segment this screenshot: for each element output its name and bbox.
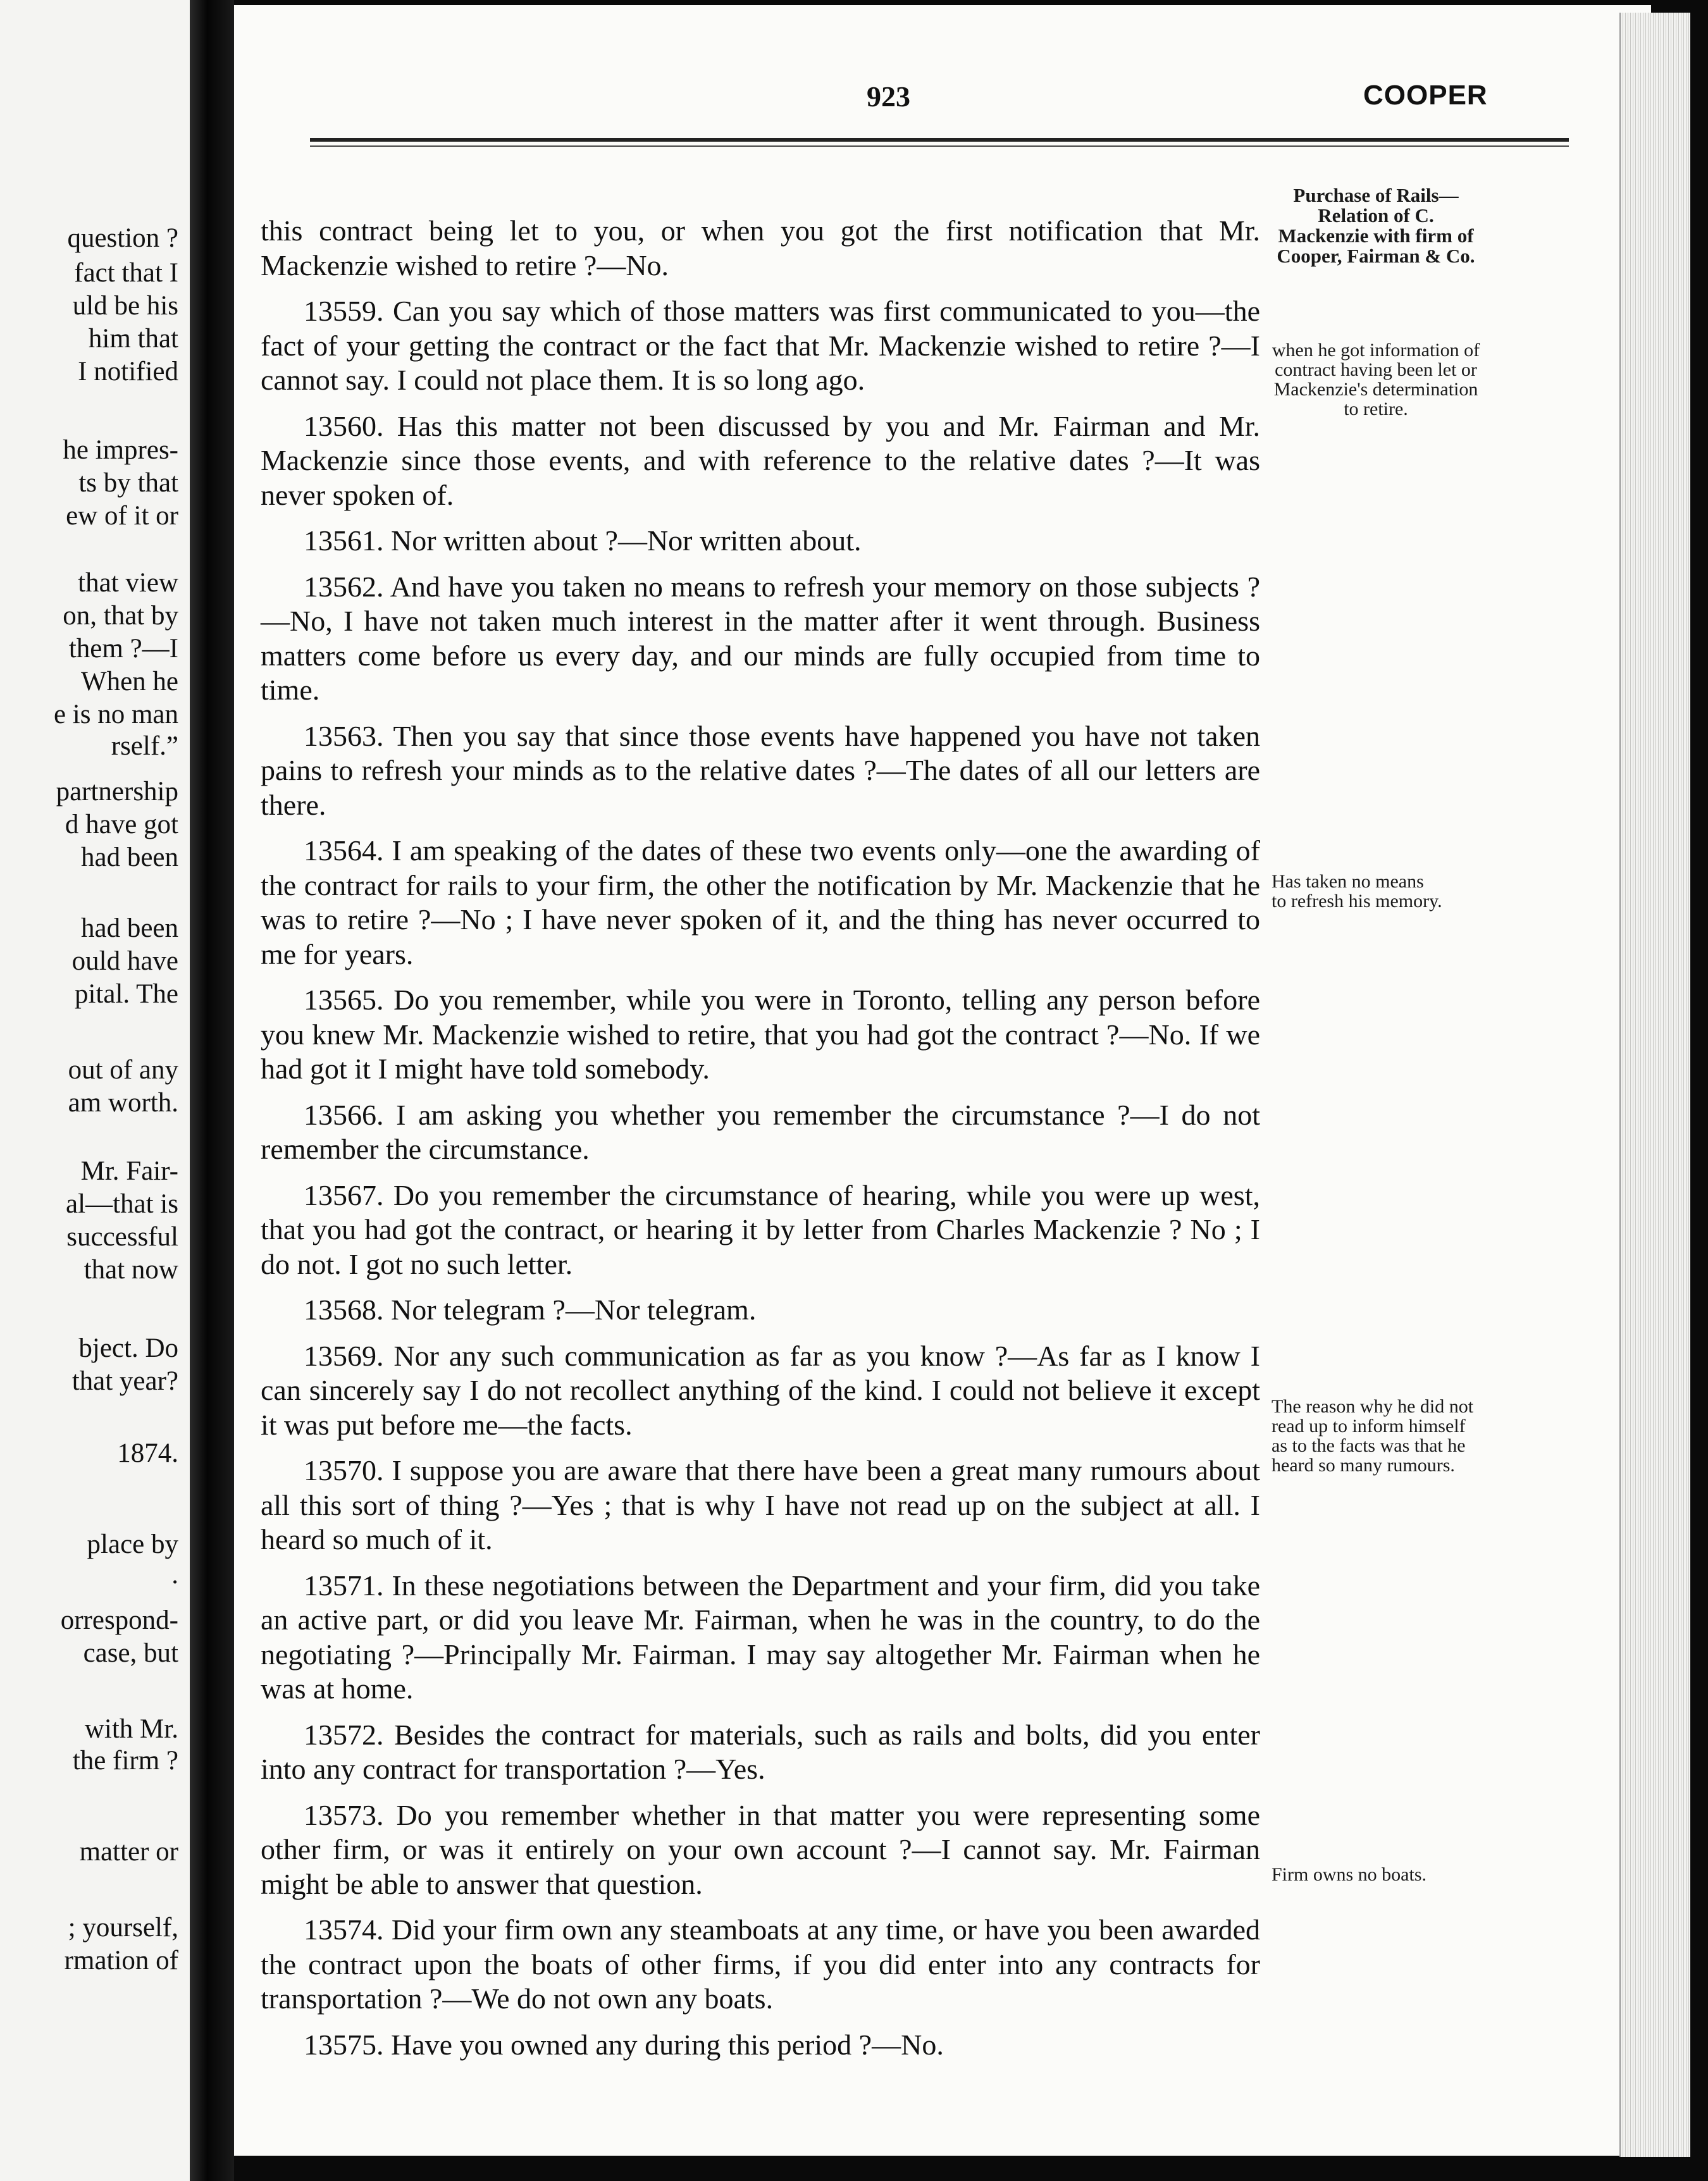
paragraph: 13562. And have you taken no means to refresh your memory on those subjects ?—No, I have not taken much interest in the matter after it went through. Business matters come before us every day, and our minds are fully occupied from time to time.: [261, 570, 1260, 706]
paragraph: 13560. Has this matter not been discussed by you and Mr. Fairman and Mr. Mackenzie since those events, and with reference to the relative dates ?—It was never spoken of.: [261, 409, 1260, 511]
paragraph: 13574. Did your firm own any steamboats at any time, or have you been awarded the contract upon the boats of other firms, if you did enter into any contracts for transportation ?—We do not own any boats.: [261, 1913, 1260, 2015]
left-page-line: question ?: [67, 223, 178, 253]
paragraph: 13561. Nor written about ?—Nor written about.: [304, 524, 862, 557]
paragraph: 13570. I suppose you are aware that there have been a great many rumours about all this sort of thing ?—Yes ; that is why I have not read up on the subject at all. I heard so much of it.: [261, 1454, 1260, 1555]
paragraph: 13569. Nor any such communication as far as you know ?—As far as I know I can sincerely say I do not recollect anything of the kind. I could not believe it except it was put before me—the facts.: [261, 1339, 1260, 1441]
header-rule-thin: [310, 145, 1569, 147]
paragraph: 13563. Then you say that since those events have happened you have not taken pains to refresh your minds as to the relative dates ?—The dates of all our letters are there.: [261, 719, 1260, 821]
page-number: 923: [867, 80, 910, 113]
left-page-line: orrespond-: [60, 1605, 178, 1635]
left-page-line: e is no man: [53, 700, 178, 729]
testimony-body: [261, 214, 1260, 2073]
facing-page-left: [0, 0, 190, 2181]
running-head: COOPER: [1363, 80, 1488, 111]
book-gutter: [190, 0, 234, 2181]
left-page-line: ts by that: [78, 468, 178, 498]
left-page-line: that view: [78, 568, 178, 598]
left-page-line: matter or: [79, 1837, 178, 1867]
left-page-line: that year?: [71, 1366, 178, 1396]
page-header: [234, 80, 1651, 118]
left-page-line: 1874.: [117, 1438, 178, 1468]
paragraph: 13564. I am speaking of the dates of these two events only—one the awarding of the contract for rails to your firm, the other the notification by Mr. Mackenzie that he was to retire ?—No ; I have never spoken of it, and the thing has never occurred to me for years.: [261, 834, 1260, 970]
left-page-line: d have got: [65, 810, 178, 839]
left-page-line: case, but: [83, 1638, 178, 1668]
left-page-line: had been: [80, 843, 178, 872]
paragraph: 13573. Do you remember whether in that matter you were representing some other firm, or was it entirely on your own account ?—I cannot say. Mr. Fairman might be able to answer that question.: [261, 1798, 1260, 1900]
header-rule: [310, 138, 1569, 142]
margin-note: when he got information of contract having been let or Mackenzie's determination to retire.: [1272, 340, 1480, 419]
left-page-line: that now: [84, 1255, 178, 1285]
paragraph: this contract being let to you, or when you got the first notification that Mr. Mackenzie wished to retire ?—No.: [261, 214, 1260, 281]
paragraph: 13565. Do you remember, while you were in Toronto, telling any person before you knew Mr. Mackenzie wished to retire, that you had got the contract ?—No. If we had got it I might have told somebody.: [261, 984, 1260, 1085]
left-page-line: When he: [80, 667, 178, 696]
left-page-line: them ?—I: [68, 634, 178, 664]
paragraph: 13567. Do you remember the circumstance of hearing, while you were up west, that you had got the contract, or hearing it by letter from Charles Mackenzie ? No ; I do not. I got no such letter.: [261, 1178, 1260, 1280]
left-page-line: the firm ?: [72, 1746, 178, 1776]
left-page-line: I notified: [78, 357, 178, 386]
margin-note: Has taken no means to refresh his memory.: [1272, 871, 1442, 911]
left-page-line: uld be his: [72, 291, 178, 321]
page-stack-edges: [1619, 13, 1690, 2157]
left-page-line: successful: [66, 1222, 178, 1252]
paragraph: 13568. Nor telegram ?—Nor telegram.: [304, 1294, 757, 1326]
left-page-line: with Mr.: [84, 1714, 178, 1744]
left-page-line: him that: [88, 324, 178, 354]
paragraph: 13572. Besides the contract for materials, such as rails and bolts, did you enter into any contract for transportation ?—Yes.: [261, 1718, 1260, 1785]
left-page-line: ; yourself,: [68, 1913, 178, 1943]
left-page-line: bject. Do: [78, 1333, 178, 1363]
left-page-line: had been: [80, 913, 178, 943]
left-page-line: ew of it or: [66, 501, 178, 531]
paragraph: 13566. I am asking you whether you remember the circumstance ?—I do not remember the circumstance.: [261, 1098, 1260, 1165]
left-page-line: rmation of: [64, 1946, 178, 1975]
paragraph: 13575. Have you owned any during this period ?—No.: [304, 2028, 944, 2061]
left-page-line: al—that is: [66, 1189, 178, 1219]
left-page-line: am worth.: [68, 1088, 178, 1118]
left-page-line: partnership: [56, 777, 178, 806]
margin-note: The reason why he did not read up to inform himself as to the facts was that he heard so many rumours.: [1272, 1396, 1474, 1476]
left-page-line: pital. The: [74, 979, 178, 1009]
main-page: [234, 5, 1651, 2156]
left-page-line: he impres-: [63, 435, 178, 465]
left-page-line: Mr. Fair-: [80, 1156, 178, 1186]
left-page-line: fact that I: [74, 258, 178, 288]
left-page-line: on, that by: [63, 601, 178, 631]
left-page-line: rself.”: [111, 731, 178, 761]
margin-note: Firm owns no boats.: [1272, 1864, 1427, 1885]
left-page-line: ould have: [71, 946, 178, 976]
left-page-line: place by: [87, 1529, 178, 1559]
left-page-line: out of any: [68, 1055, 178, 1085]
paragraph: 13559. Can you say which of those matters was first communicated to you—the fact of your getting the contract or the fact that Mr. Mackenzie wished to retire ?—I cannot say. I could not place them. It is so long ago.: [261, 295, 1260, 396]
paragraph: 13571. In these negotiations between the Department and your firm, did you take an active part, or did you leave Mr. Fairman, when he was in the country, to do the negotiating ?—Principally Mr. Fairman. I may say altogether Mr. Fairman when he was at home.: [261, 1569, 1260, 1705]
margin-heading: Purchase of Rails— Relation of C. Mackenzie with firm of Cooper, Fairman & Co.: [1277, 184, 1475, 267]
left-page-line: .: [171, 1560, 178, 1590]
